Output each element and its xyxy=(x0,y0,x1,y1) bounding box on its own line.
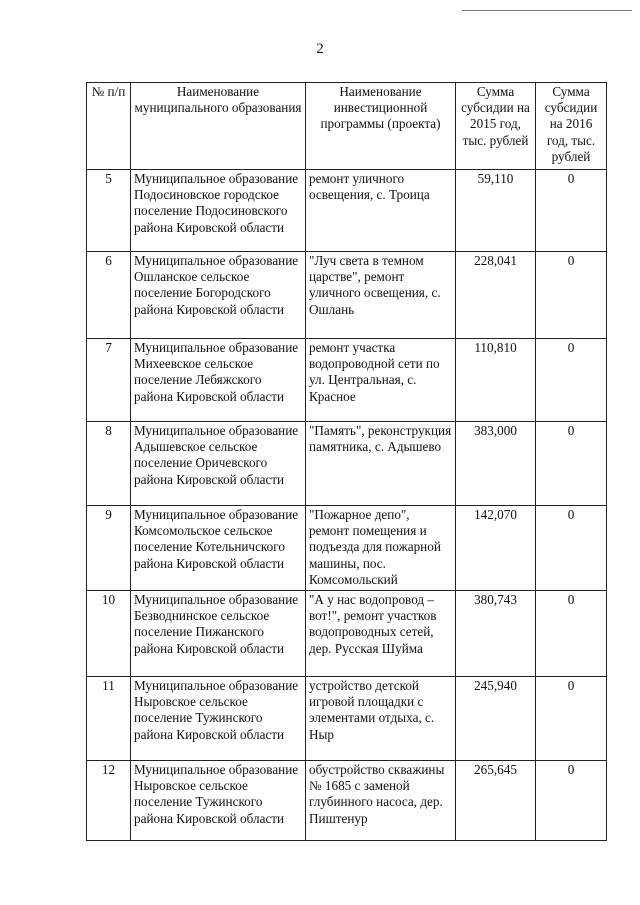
row-number: 9 xyxy=(87,506,131,591)
row-number: 8 xyxy=(87,422,131,506)
table-row xyxy=(87,506,607,591)
table-row xyxy=(87,677,607,761)
header-sum-2016: Сумма субсидии на 2016 год, тыс. рублей xyxy=(536,83,607,170)
row-number: 12 xyxy=(87,761,131,841)
program-cell: "Память", реконструкция памятника, с. Адышево xyxy=(306,422,456,506)
program-cell: обустройство скважины № 1685 с заменой глубинного насоса, дер. Пиштенур xyxy=(306,761,456,841)
table-header-row xyxy=(87,83,607,170)
sum-2016-cell: 0 xyxy=(536,252,607,339)
table-row xyxy=(87,591,607,677)
sum-2015-cell: 380,743 xyxy=(456,591,536,677)
program-cell: "Пожарное депо", ремонт помещения и подъезда для пожарной машины, пос. Комсомольский xyxy=(306,506,456,591)
sum-2015-cell: 110,810 xyxy=(456,339,536,422)
table-row xyxy=(87,252,607,339)
subsidy-table xyxy=(86,82,607,841)
sum-2015-cell: 245,940 xyxy=(456,677,536,761)
sum-2015-cell: 383,000 xyxy=(456,422,536,506)
program-cell: ремонт участка водопроводной сети по ул. Центральная, с. Красное xyxy=(306,339,456,422)
sum-2015-cell: 142,070 xyxy=(456,506,536,591)
municipality-cell: Муниципальное образование Адышевское сельское поселение Оричевского района Кировской области xyxy=(131,422,306,506)
program-cell: "А у нас водопровод – вот!", ремонт участков водопроводных сетей, дер. Русская Шуйма xyxy=(306,591,456,677)
sum-2016-cell: 0 xyxy=(536,506,607,591)
sum-2015-cell: 59,110 xyxy=(456,170,536,252)
row-number: 5 xyxy=(87,170,131,252)
table-row xyxy=(87,170,607,252)
table-row xyxy=(87,339,607,422)
row-number: 11 xyxy=(87,677,131,761)
program-cell: "Луч света в темном царстве", ремонт уличного освещения, с. Ошлань xyxy=(306,252,456,339)
sum-2016-cell: 0 xyxy=(536,761,607,841)
table-row xyxy=(87,761,607,841)
page-number: 2 xyxy=(316,41,324,57)
municipality-cell: Муниципальное образование Ныровское сельское поселение Тужинского района Кировской области xyxy=(131,761,306,841)
program-cell: ремонт уличного освещения, с. Троица xyxy=(306,170,456,252)
top-rule xyxy=(462,10,632,11)
municipality-cell: Муниципальное образование Михеевское сельское поселение Лебяжского района Кировской области xyxy=(131,339,306,422)
row-number: 6 xyxy=(87,252,131,339)
header-program: Наименование инвестиционной программы (проекта) xyxy=(306,83,456,170)
sum-2016-cell: 0 xyxy=(536,677,607,761)
municipality-cell: Муниципальное образование Ошланское сельское поселение Богородского района Кировской области xyxy=(131,252,306,339)
municipality-cell: Муниципальное образование Подосиновское городское поселение Подосиновского района Кировской области xyxy=(131,170,306,252)
municipality-cell: Муниципальное образование Безводнинское сельское поселение Пижанского района Кировской области xyxy=(131,591,306,677)
sum-2016-cell: 0 xyxy=(536,422,607,506)
sum-2016-cell: 0 xyxy=(536,170,607,252)
row-number: 10 xyxy=(87,591,131,677)
header-num: № п/п xyxy=(87,83,131,170)
header-municipality: Наименование муниципального образования xyxy=(131,83,306,170)
municipality-cell: Муниципальное образование Ныровское сельское поселение Тужинского района Кировской области xyxy=(131,677,306,761)
row-number: 7 xyxy=(87,339,131,422)
sum-2016-cell: 0 xyxy=(536,591,607,677)
sum-2015-cell: 228,041 xyxy=(456,252,536,339)
municipality-cell: Муниципальное образование Комсомольское сельское поселение Котельничского района Кировской области xyxy=(131,506,306,591)
program-cell: устройство детской игровой площадки с элементами отдыха, с. Ныр xyxy=(306,677,456,761)
table-row xyxy=(87,422,607,506)
header-sum-2015: Сумма субсидии на 2015 год, тыс. рублей xyxy=(456,83,536,170)
sum-2016-cell: 0 xyxy=(536,339,607,422)
sum-2015-cell: 265,645 xyxy=(456,761,536,841)
